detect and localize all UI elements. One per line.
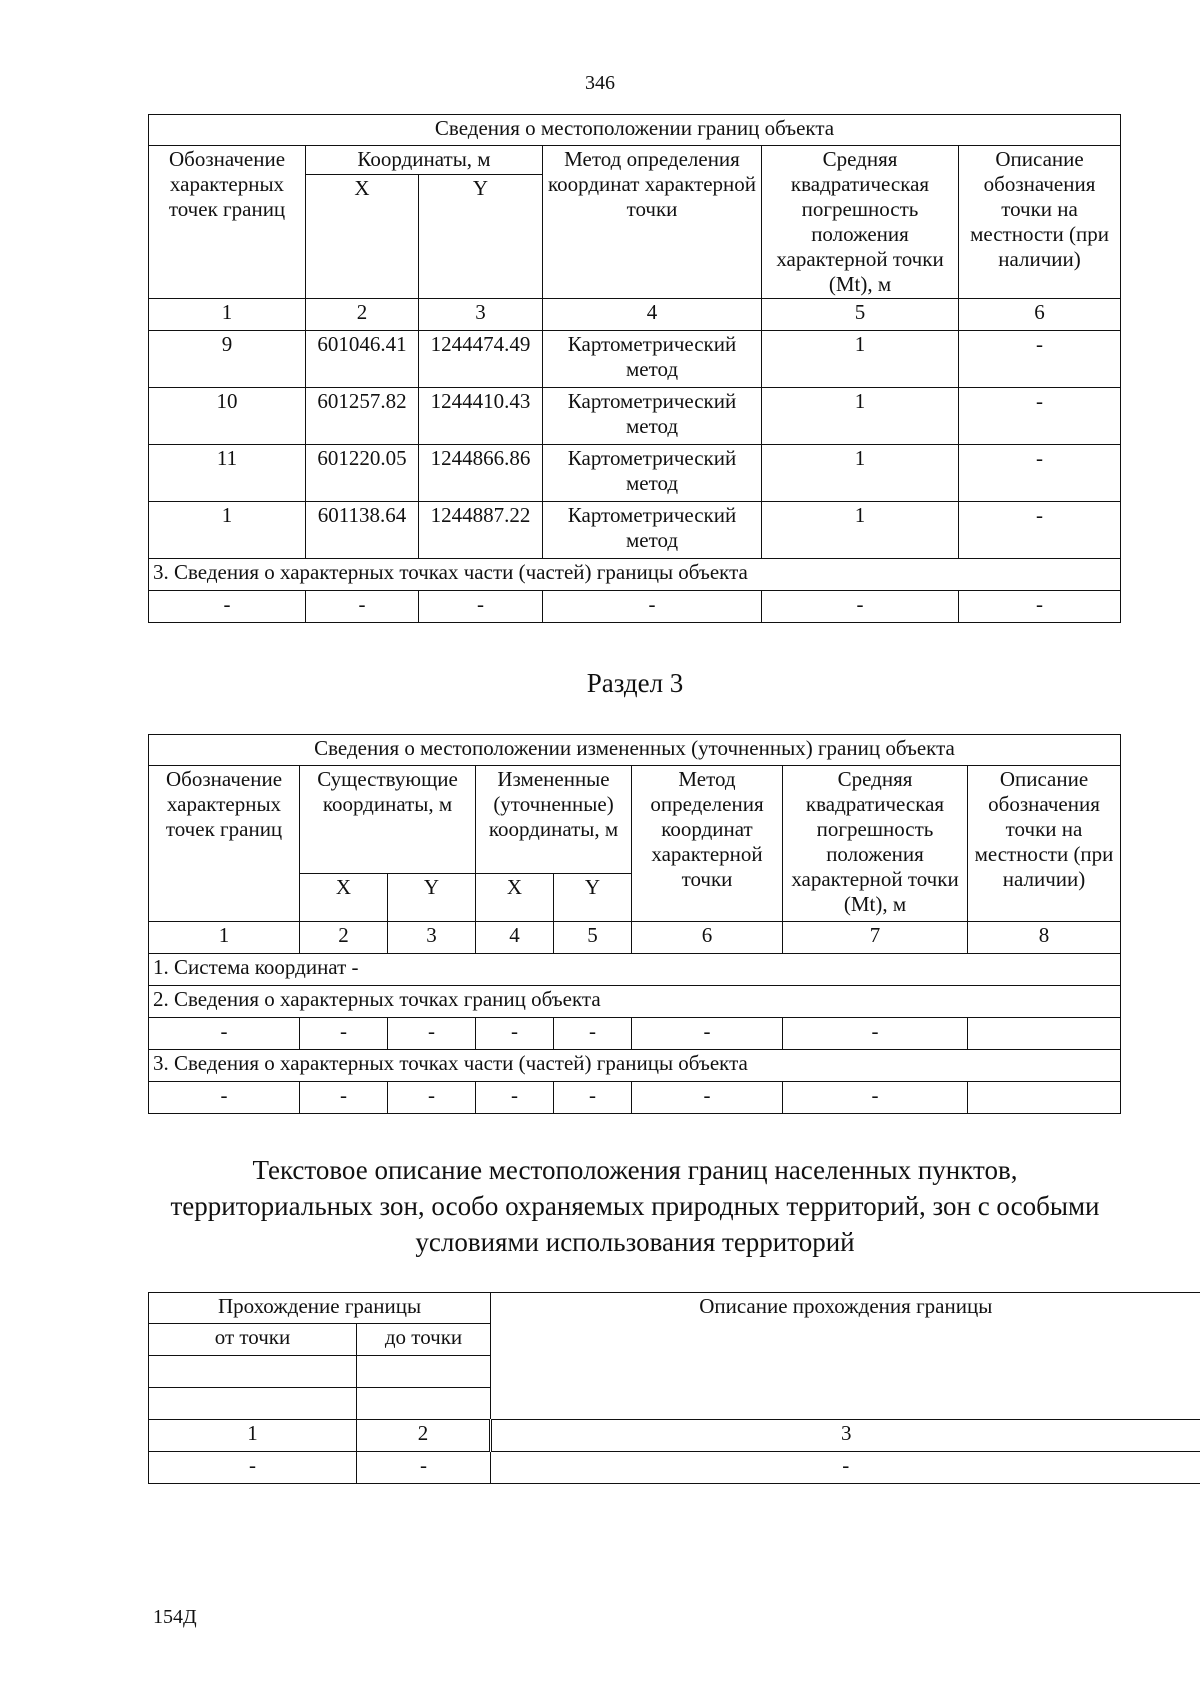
empty-cell: - [959, 591, 1121, 623]
empty-cell: - [543, 591, 762, 623]
coord-x: 601257.82 [306, 388, 419, 445]
empty-cell [149, 1356, 357, 1388]
coord-y: 1244410.43 [419, 388, 543, 445]
header-existing: Существующие координаты, м [300, 766, 476, 874]
coord-x: 601220.05 [306, 445, 419, 502]
method: Картометрический метод [543, 502, 762, 559]
col-number: 1 [149, 299, 306, 331]
header-y: Y [388, 874, 476, 922]
table-row [149, 445, 1121, 502]
empty-cell [357, 1356, 491, 1388]
empty-cell [968, 1082, 1121, 1114]
table-caption: Сведения о местоположении измененных (уточненных) границ объекта [149, 735, 1121, 766]
table-row [149, 502, 1121, 559]
empty-cell: - [476, 1018, 554, 1050]
table-row [149, 1018, 1121, 1050]
col-number: 5 [554, 922, 632, 954]
point-id: 9 [149, 331, 306, 388]
error: 1 [762, 331, 959, 388]
col-number: 8 [968, 922, 1121, 954]
col-number: 3 [491, 1420, 1200, 1452]
empty-cell: - [149, 1018, 300, 1050]
row2-label: 2. Сведения о характерных точках границ объекта [149, 986, 1121, 1018]
table-row [149, 1452, 1200, 1484]
empty-cell [968, 1018, 1121, 1050]
empty-cell [357, 1388, 491, 1420]
section-3-label: 3. Сведения о характерных точках части (частей) границы объекта [149, 559, 1121, 591]
empty-cell: - [783, 1018, 968, 1050]
section-title: Раздел 3 [586, 668, 684, 698]
header-x: X [306, 175, 419, 299]
header-point: Обозначение характерных точек границ [149, 146, 306, 299]
empty-cell: - [632, 1018, 783, 1050]
header-y: Y [419, 175, 543, 299]
header-method: Метод определения координат характерной точки [632, 766, 783, 922]
header-coords: Координаты, м [306, 146, 543, 175]
header-desc: Описание прохождения границы [491, 1293, 1200, 1420]
col-number: 7 [783, 922, 968, 954]
empty-cell: - [149, 1452, 357, 1484]
col-number: 2 [306, 299, 419, 331]
text-description-title: Текстовое описание местоположения границ населенных пунктов, территориальных зон, особо охраняемых природных территорий, зон с особыми условиями использования территорий [170, 1155, 1100, 1257]
boundary-passage-table [148, 1292, 1200, 1484]
empty-cell: - [476, 1082, 554, 1114]
header-x: X [300, 874, 388, 922]
empty-cell [149, 1388, 357, 1420]
method: Картометрический метод [543, 445, 762, 502]
description: - [959, 331, 1121, 388]
row1-label: 1. Система координат - [149, 954, 1121, 986]
col-number: 2 [300, 922, 388, 954]
col-number: 1 [149, 1420, 357, 1452]
col-number: 3 [419, 299, 543, 331]
col-number: 4 [543, 299, 762, 331]
col-number: 1 [149, 922, 300, 954]
empty-cell: - [554, 1082, 632, 1114]
empty-cell: - [632, 1082, 783, 1114]
description: - [959, 502, 1121, 559]
empty-cell: - [300, 1082, 388, 1114]
empty-cell: - [300, 1018, 388, 1050]
footer-code: 154Д [153, 1606, 197, 1628]
header-to: до точки [357, 1324, 491, 1356]
empty-cell: - [149, 591, 306, 623]
error: 1 [762, 502, 959, 559]
empty-cell: - [491, 1452, 1200, 1484]
header-desc: Описание обозначения точки на местности (при наличии) [968, 766, 1121, 922]
empty-cell: - [357, 1452, 491, 1484]
header-method: Метод определения координат характерной точки [543, 146, 762, 299]
header-error: Средняя квадратическая погрешность положения характерной точки (Mt), м [762, 146, 959, 299]
empty-cell: - [783, 1082, 968, 1114]
empty-cell: - [554, 1018, 632, 1050]
description: - [959, 445, 1121, 502]
empty-cell: - [419, 591, 543, 623]
error: 1 [762, 388, 959, 445]
table-row [149, 388, 1121, 445]
table-row [149, 331, 1121, 388]
header-passage: Прохождение границы [149, 1293, 491, 1324]
method: Картометрический метод [543, 331, 762, 388]
header-error: Средняя квадратическая погрешность положения характерной точки (Mt), м [783, 766, 968, 922]
point-id: 1 [149, 502, 306, 559]
page-number: 346 [585, 72, 615, 94]
table-row [149, 1082, 1121, 1114]
col-number: 5 [762, 299, 959, 331]
col-number: 6 [632, 922, 783, 954]
col-number: 4 [476, 922, 554, 954]
col-number: 6 [959, 299, 1121, 331]
header-y: Y [554, 874, 632, 922]
empty-cell: - [762, 591, 959, 623]
header-x: X [476, 874, 554, 922]
col-number: 3 [388, 922, 476, 954]
col-number: 2 [357, 1420, 491, 1452]
coord-x: 601138.64 [306, 502, 419, 559]
changed-boundary-table [148, 734, 1121, 1114]
row3-label: 3. Сведения о характерных точках части (частей) границы объекта [149, 1050, 1121, 1082]
header-desc: Описание обозначения точки на местности (при наличии) [959, 146, 1121, 299]
point-id: 11 [149, 445, 306, 502]
coord-y: 1244887.22 [419, 502, 543, 559]
point-id: 10 [149, 388, 306, 445]
coord-y: 1244474.49 [419, 331, 543, 388]
header-point: Обозначение характерных точек границ [149, 766, 300, 922]
method: Картометрический метод [543, 388, 762, 445]
header-from: от точки [149, 1324, 357, 1356]
error: 1 [762, 445, 959, 502]
empty-cell: - [388, 1018, 476, 1050]
coord-x: 601046.41 [306, 331, 419, 388]
empty-cell: - [149, 1082, 300, 1114]
boundary-location-table [148, 114, 1121, 623]
header-changed: Измененные (уточненные) координаты, м [476, 766, 632, 874]
table-caption: Сведения о местоположении границ объекта [149, 115, 1121, 146]
empty-cell: - [388, 1082, 476, 1114]
table-row [149, 591, 1121, 623]
empty-cell: - [306, 591, 419, 623]
coord-y: 1244866.86 [419, 445, 543, 502]
description: - [959, 388, 1121, 445]
